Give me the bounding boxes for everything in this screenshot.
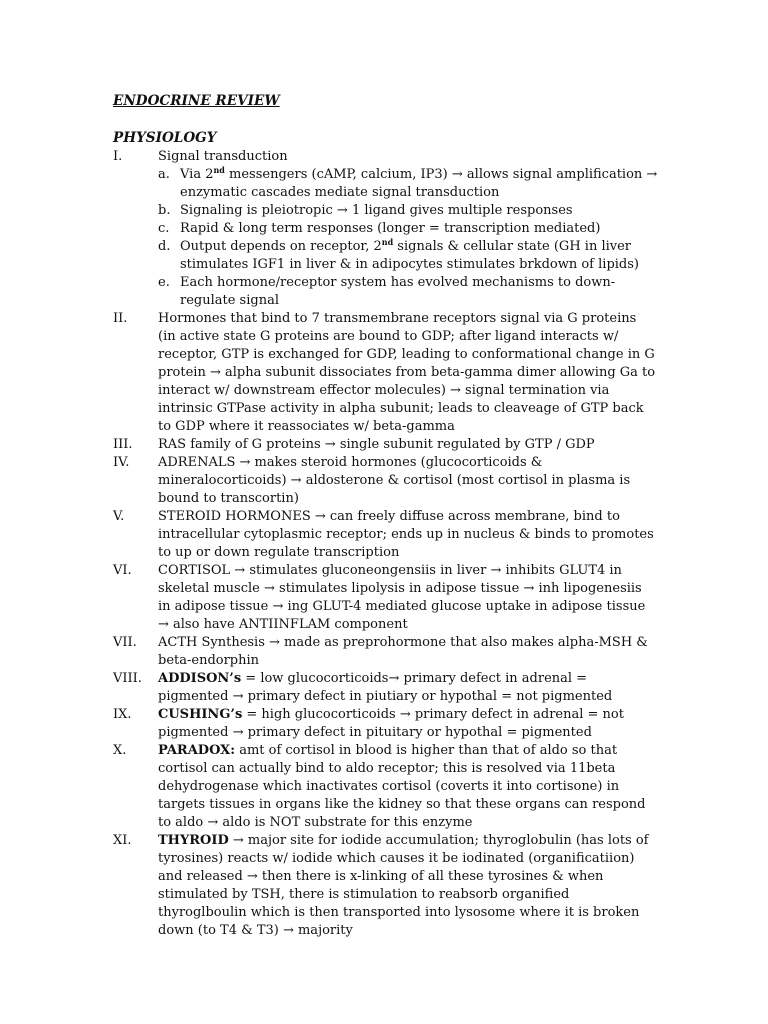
outline-item-vi [113,562,658,634]
item-number: V. [113,509,125,524]
item-number: VII. [113,635,137,650]
item-keyword: ADDISON’s [158,671,242,686]
outline-item-xi [113,832,658,940]
subitem-c [158,220,658,238]
subitem-letter: e. [158,275,170,290]
document-title: ENDOCRINE REVIEW [113,93,280,109]
subitem-a [158,166,658,202]
subitem-letter: a. [158,167,170,182]
item-text: ADRENALS → makes steroid hormones (glucocorticoids & mineralocorticoids) → aldosterone & cortisol (most cortisol in plasma is bound to transcortin) [158,455,631,506]
item-text: Hormones that bind to 7 transmembrane receptors signal via G proteins (in active state G proteins are bound to GDP; after ligand interacts w/ receptor, GTP is exchanged for GDP, leading to conformational change in G protein → alpha subunit dissociates from beta-gamma dimer allowing Ga to interact w/ downstream effector molecules) → signal termination via intrinsic GTPase activity in alpha subunit; leads to cleaveage of GTP back to GDP where it reassociates w/ beta-gamma [158,311,656,434]
item-text: amt of cortisol in blood is higher than that of aldo so that cortisol can actually bind to aldo receptor; this is resolved via 11beta dehydrogenase which inactivates cortisol (coverts it into cortisone) in targets tissues in organs like the kidney so that these organs can respond to aldo → aldo is NOT substrate for this enzyme [158,743,646,830]
item-text: = high glucocorticoids → primary defect in adrenal = not pigmented → primary defect in pituitary or hypothal = pigmented [158,707,624,740]
outline-item-x [113,742,658,832]
item-number: IX. [113,707,132,722]
item-text: CORTISOL → stimulates gluconeongensiis in liver → inhibits GLUT4 in skeletal muscle → stimulates lipolysis in adipose tissue → inh lipogenesiis in adipose tissue → ing GLUT-4 mediated glucose uptake in adipose tissue → also have ANTIINFLAM component [158,563,646,632]
item-number: I. [113,149,123,164]
outline-item-iv [113,454,658,508]
subitem-b [158,202,658,220]
item-text: STEROID HORMONES → can freely diffuse across membrane, bind to intracellular cytoplasmic receptor; ends up in nucleus & binds to promotes to up or down regulate transcription [158,509,654,560]
outline-item-ix [113,706,658,742]
item-text: ACTH Synthesis → made as preprohormone that also makes alpha-MSH & beta-endorphin [158,635,648,668]
subitem-text: Signaling is pleiotropic → 1 ligand gives multiple responses [180,203,573,218]
item-text: = low glucocorticoids→ primary defect in adrenal = pigmented → primary defect in piutiary or hypothal = not pigmented [158,671,613,704]
outline-item-v [113,508,658,562]
subitem-letter: c. [158,221,170,236]
subitem-text: Rapid & long term responses (longer = transcription mediated) [180,221,601,236]
item-text: Signal transduction [158,149,288,164]
outline-item-viii [113,670,658,706]
item-text: → major site for iodide accumulation; thyroglobulin (has lots of tyrosines) reacts w/ iodide which causes it be iodinated (organificatiion) and released → then there is x-linking of all these tyrosines & when stimulated by TSH, there is stimulation to reabsorb organified thyroglboulin which is then transported into lysosome where it is broken down (to T4 & T3) → majority [158,833,649,938]
item-number: II. [113,311,128,326]
subitem-letter: b. [158,203,171,218]
outline-item-vii [113,634,658,670]
subitem-text-end: signals & cellular state (GH in liver stimulates IGF1 in liver & in adipocytes stimulates brkdown of lipids) [180,239,639,272]
subitem-text-start: Via 2 [180,167,214,182]
outline-item-ii [113,310,658,436]
item-keyword: CUSHING’s [158,707,243,722]
subitem-text: Each hormone/receptor system has evolved mechanisms to down-regulate signal [180,275,616,308]
item-number: VIII. [113,671,142,686]
item-keyword: THYROID [158,833,229,848]
section-title: PHYSIOLOGY [113,130,217,146]
subitem-d [158,238,658,274]
superscript-nd: nd [381,237,394,247]
item-number: III. [113,437,133,452]
item-number: IV. [113,455,130,470]
outline-item-iii [113,436,658,454]
outline-list [113,148,658,940]
superscript-nd: nd [213,165,225,175]
subitem-letter: d. [158,239,171,254]
item-number: VI. [113,563,132,578]
item-keyword: PARADOX: [158,743,236,758]
subitem-text-start: Output depends on receptor, 2 [180,239,382,254]
item-number: X. [113,743,127,758]
item-text: RAS family of G proteins → single subunit regulated by GTP / GDP [158,437,595,452]
outline-item-i [113,148,658,310]
subitem-e [158,274,658,310]
item-number: XI. [113,833,132,848]
subitem-text-end: messengers (cAMP, calcium, IP3) → allows signal amplification → enzymatic cascades mediate signal transduction [180,167,658,200]
